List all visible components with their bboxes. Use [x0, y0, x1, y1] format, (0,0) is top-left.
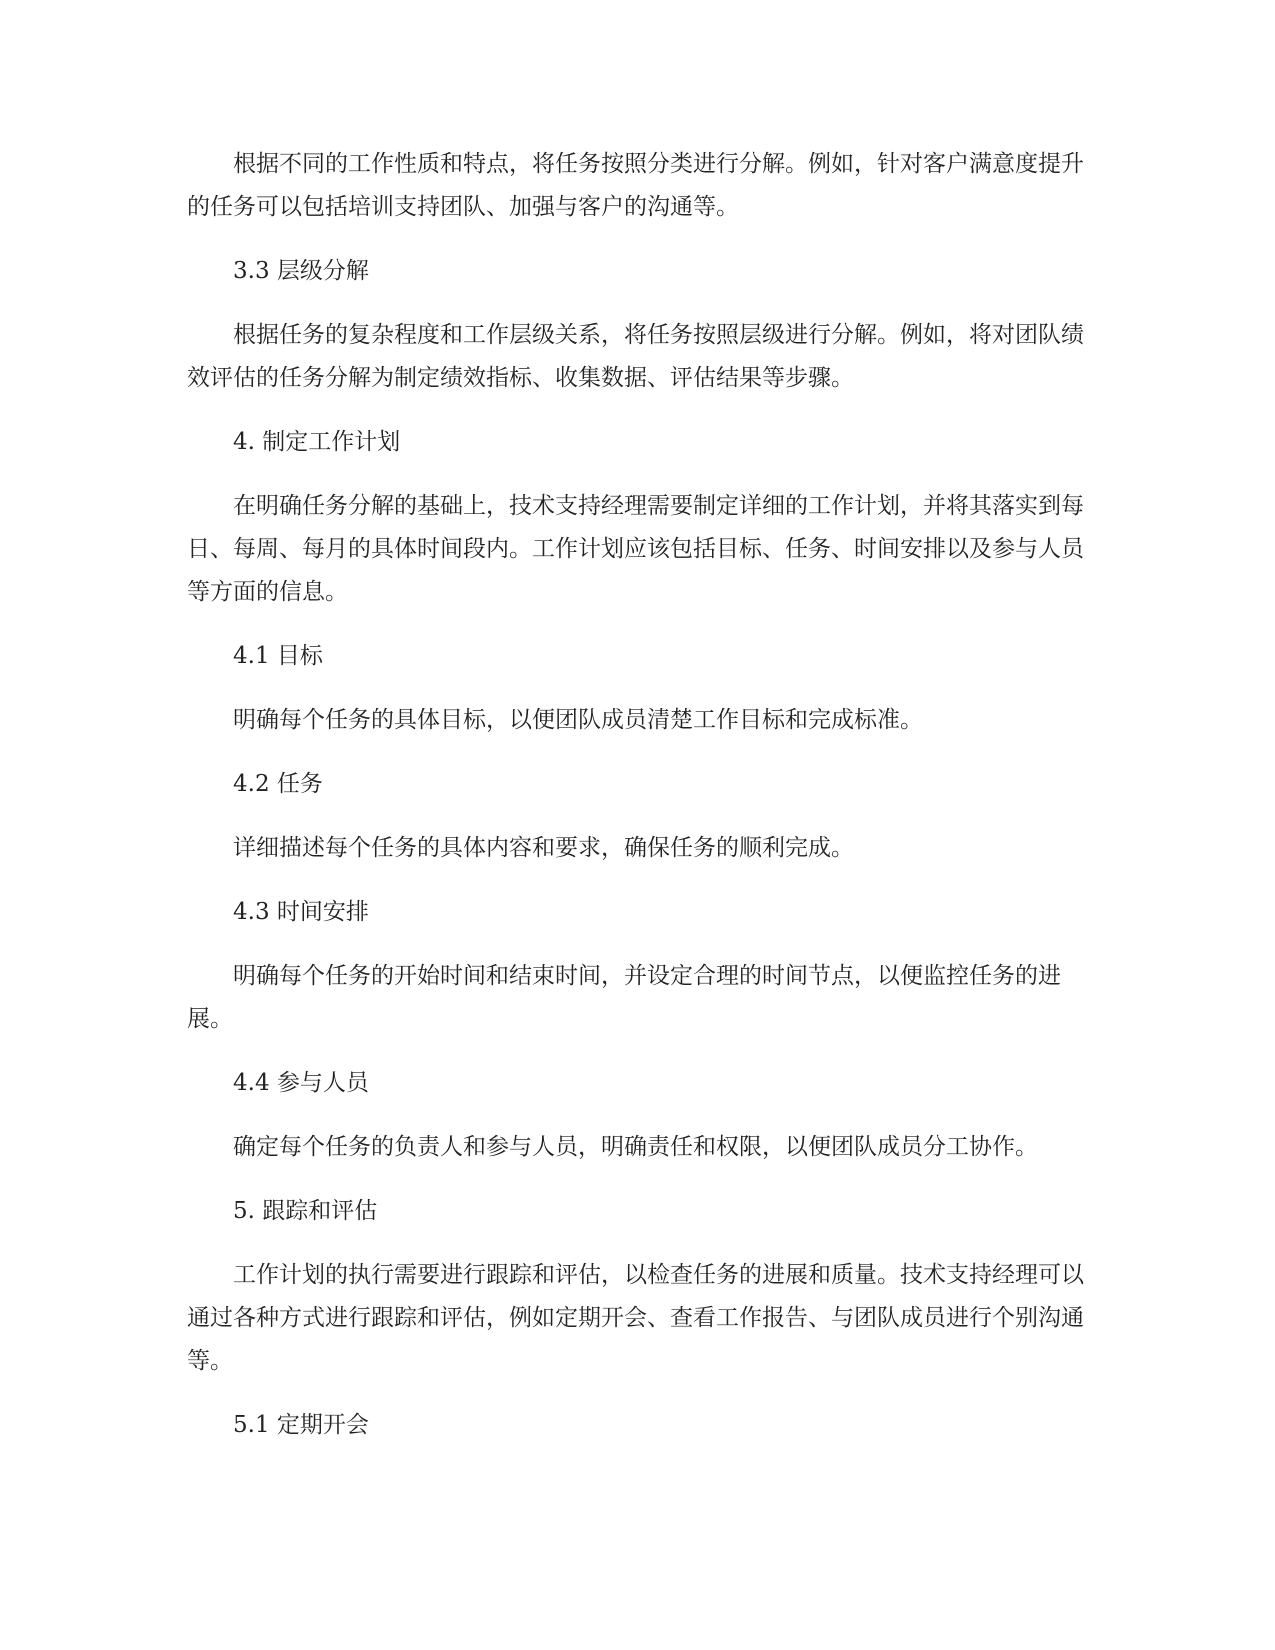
paragraph-schedule: 明确每个任务的开始时间和结束时间，并设定合理的时间节点，以便监控任务的进展。 — [187, 963, 1061, 1032]
section-heading-5-1: 5.1 定期开会 — [233, 1412, 369, 1438]
section-heading-5: 5. 跟踪和评估 — [233, 1198, 378, 1224]
paragraph-tracking-evaluation: 工作计划的执行需要进行跟踪和评估，以检查任务的进展和质量。技术支持经理可以通过各种方式进行跟踪和评估，例如定期开会、查看工作报告、与团队成员进行个别沟通等。 — [187, 1262, 1084, 1374]
section-heading-3-3: 3.3 层级分解 — [233, 258, 369, 284]
paragraph-category-decomposition: 根据不同的工作性质和特点，将任务按照分类进行分解。例如，针对客户满意度提升的任务可以包括培训支持团队、加强与客户的沟通等。 — [187, 151, 1084, 220]
paragraph-goals: 明确每个任务的具体目标，以便团队成员清楚工作目标和完成标准。 — [233, 707, 923, 733]
section-heading-4-2: 4.2 任务 — [233, 771, 323, 797]
paragraph-participants: 确定每个任务的负责人和参与人员，明确责任和权限，以便团队成员分工协作。 — [233, 1134, 1038, 1160]
paragraph-work-plan: 在明确任务分解的基础上，技术支持经理需要制定详细的工作计划，并将其落实到每日、每周、每月的具体时间段内。工作计划应该包括目标、任务、时间安排以及参与人员等方面的信息。 — [187, 493, 1084, 605]
section-heading-4-3: 4.3 时间安排 — [233, 899, 369, 925]
paragraph-tasks: 详细描述每个任务的具体内容和要求，确保任务的顺利完成。 — [233, 835, 854, 861]
document-body — [187, 143, 1087, 1468]
section-heading-4-4: 4.4 参与人员 — [233, 1070, 369, 1096]
paragraph-level-decomposition: 根据任务的复杂程度和工作层级关系，将任务按照层级进行分解。例如，将对团队绩效评估的任务分解为制定绩效指标、收集数据、评估结果等步骤。 — [187, 322, 1084, 391]
section-heading-4: 4. 制定工作计划 — [233, 429, 401, 455]
section-heading-4-1: 4.1 目标 — [233, 643, 323, 669]
